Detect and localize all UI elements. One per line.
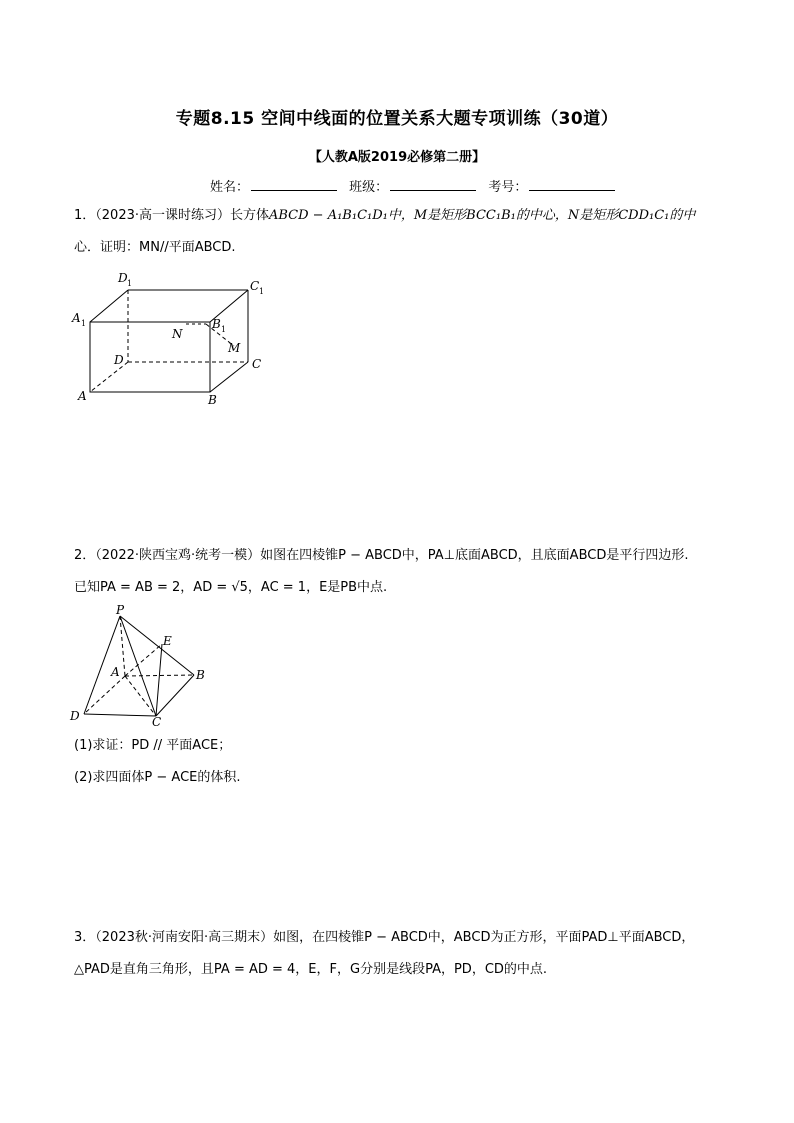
q2-subquestion-1: (1)求证：PD // 平面ACE； [74, 738, 232, 753]
label-c: C [252, 357, 262, 371]
student-info-row [210, 176, 623, 195]
id-label: 考号： [488, 180, 528, 195]
label-p: P [116, 604, 125, 617]
q1-cuboid-figure [70, 266, 270, 408]
q2-line-1: 2．（2022·陕西宝鸡·统考一模）如图在四棱锥P − ABCD中，PA⊥底面ABCD，且底面ABCD是平行四边形. [74, 548, 689, 563]
label-b: B [208, 393, 217, 407]
label-b1: B [212, 317, 221, 331]
q1-line-1: 1．（2023·高一课时练习）长方体ABCD − A₁B₁C₁D₁中，M是矩形BCC₁B₁的中心，N是矩形CDD₁C₁的中 [74, 208, 696, 223]
svg-text:1: 1 [127, 279, 133, 288]
q2-pyramid-figure [68, 604, 218, 728]
class-blank[interactable] [390, 178, 476, 191]
label-c: C [152, 715, 162, 728]
label-d1: D [118, 271, 128, 285]
q3-line-1: 3．（2023秋·河南安阳·高三期末）如图，在四棱锥P − ABCD中，ABCD为正方形，平面PAD⊥平面ABCD， [74, 930, 695, 945]
svg-text:1: 1 [259, 287, 265, 296]
label-a: A [78, 389, 87, 403]
label-c1: C [250, 279, 260, 293]
q1-line-2: 心．证明：MN//平面ABCD. [74, 240, 236, 255]
svg-text:1: 1 [221, 325, 227, 334]
q2-line-2: 已知PA = AB = 2，AD = √5，AC = 1，E是PB中点. [74, 580, 388, 595]
label-e: E [163, 634, 172, 648]
label-n: N [172, 327, 183, 341]
page-title: 专题8.15 空间中线面的位置关系大题专项训练（30道） [175, 109, 619, 129]
label-a1: A [72, 311, 81, 325]
q3-line-2: △PAD是直角三角形，且PA = AD = 4，E，F，G分别是线段PA，PD，CD的中点. [74, 962, 548, 977]
label-m: M [228, 341, 241, 355]
name-blank[interactable] [251, 178, 337, 191]
label-d: D [114, 353, 124, 367]
class-label: 班级： [349, 180, 389, 195]
id-blank[interactable] [529, 178, 615, 191]
label-b: B [196, 668, 205, 682]
label-a: A [111, 665, 120, 679]
page-subtitle: 【人教A版2019必修第二册】 [308, 150, 486, 165]
q2-subquestion-2: (2)求四面体P − ACE的体积. [74, 770, 241, 785]
label-d: D [70, 709, 80, 723]
name-label: 姓名： [210, 180, 250, 195]
svg-text:1: 1 [81, 319, 87, 328]
